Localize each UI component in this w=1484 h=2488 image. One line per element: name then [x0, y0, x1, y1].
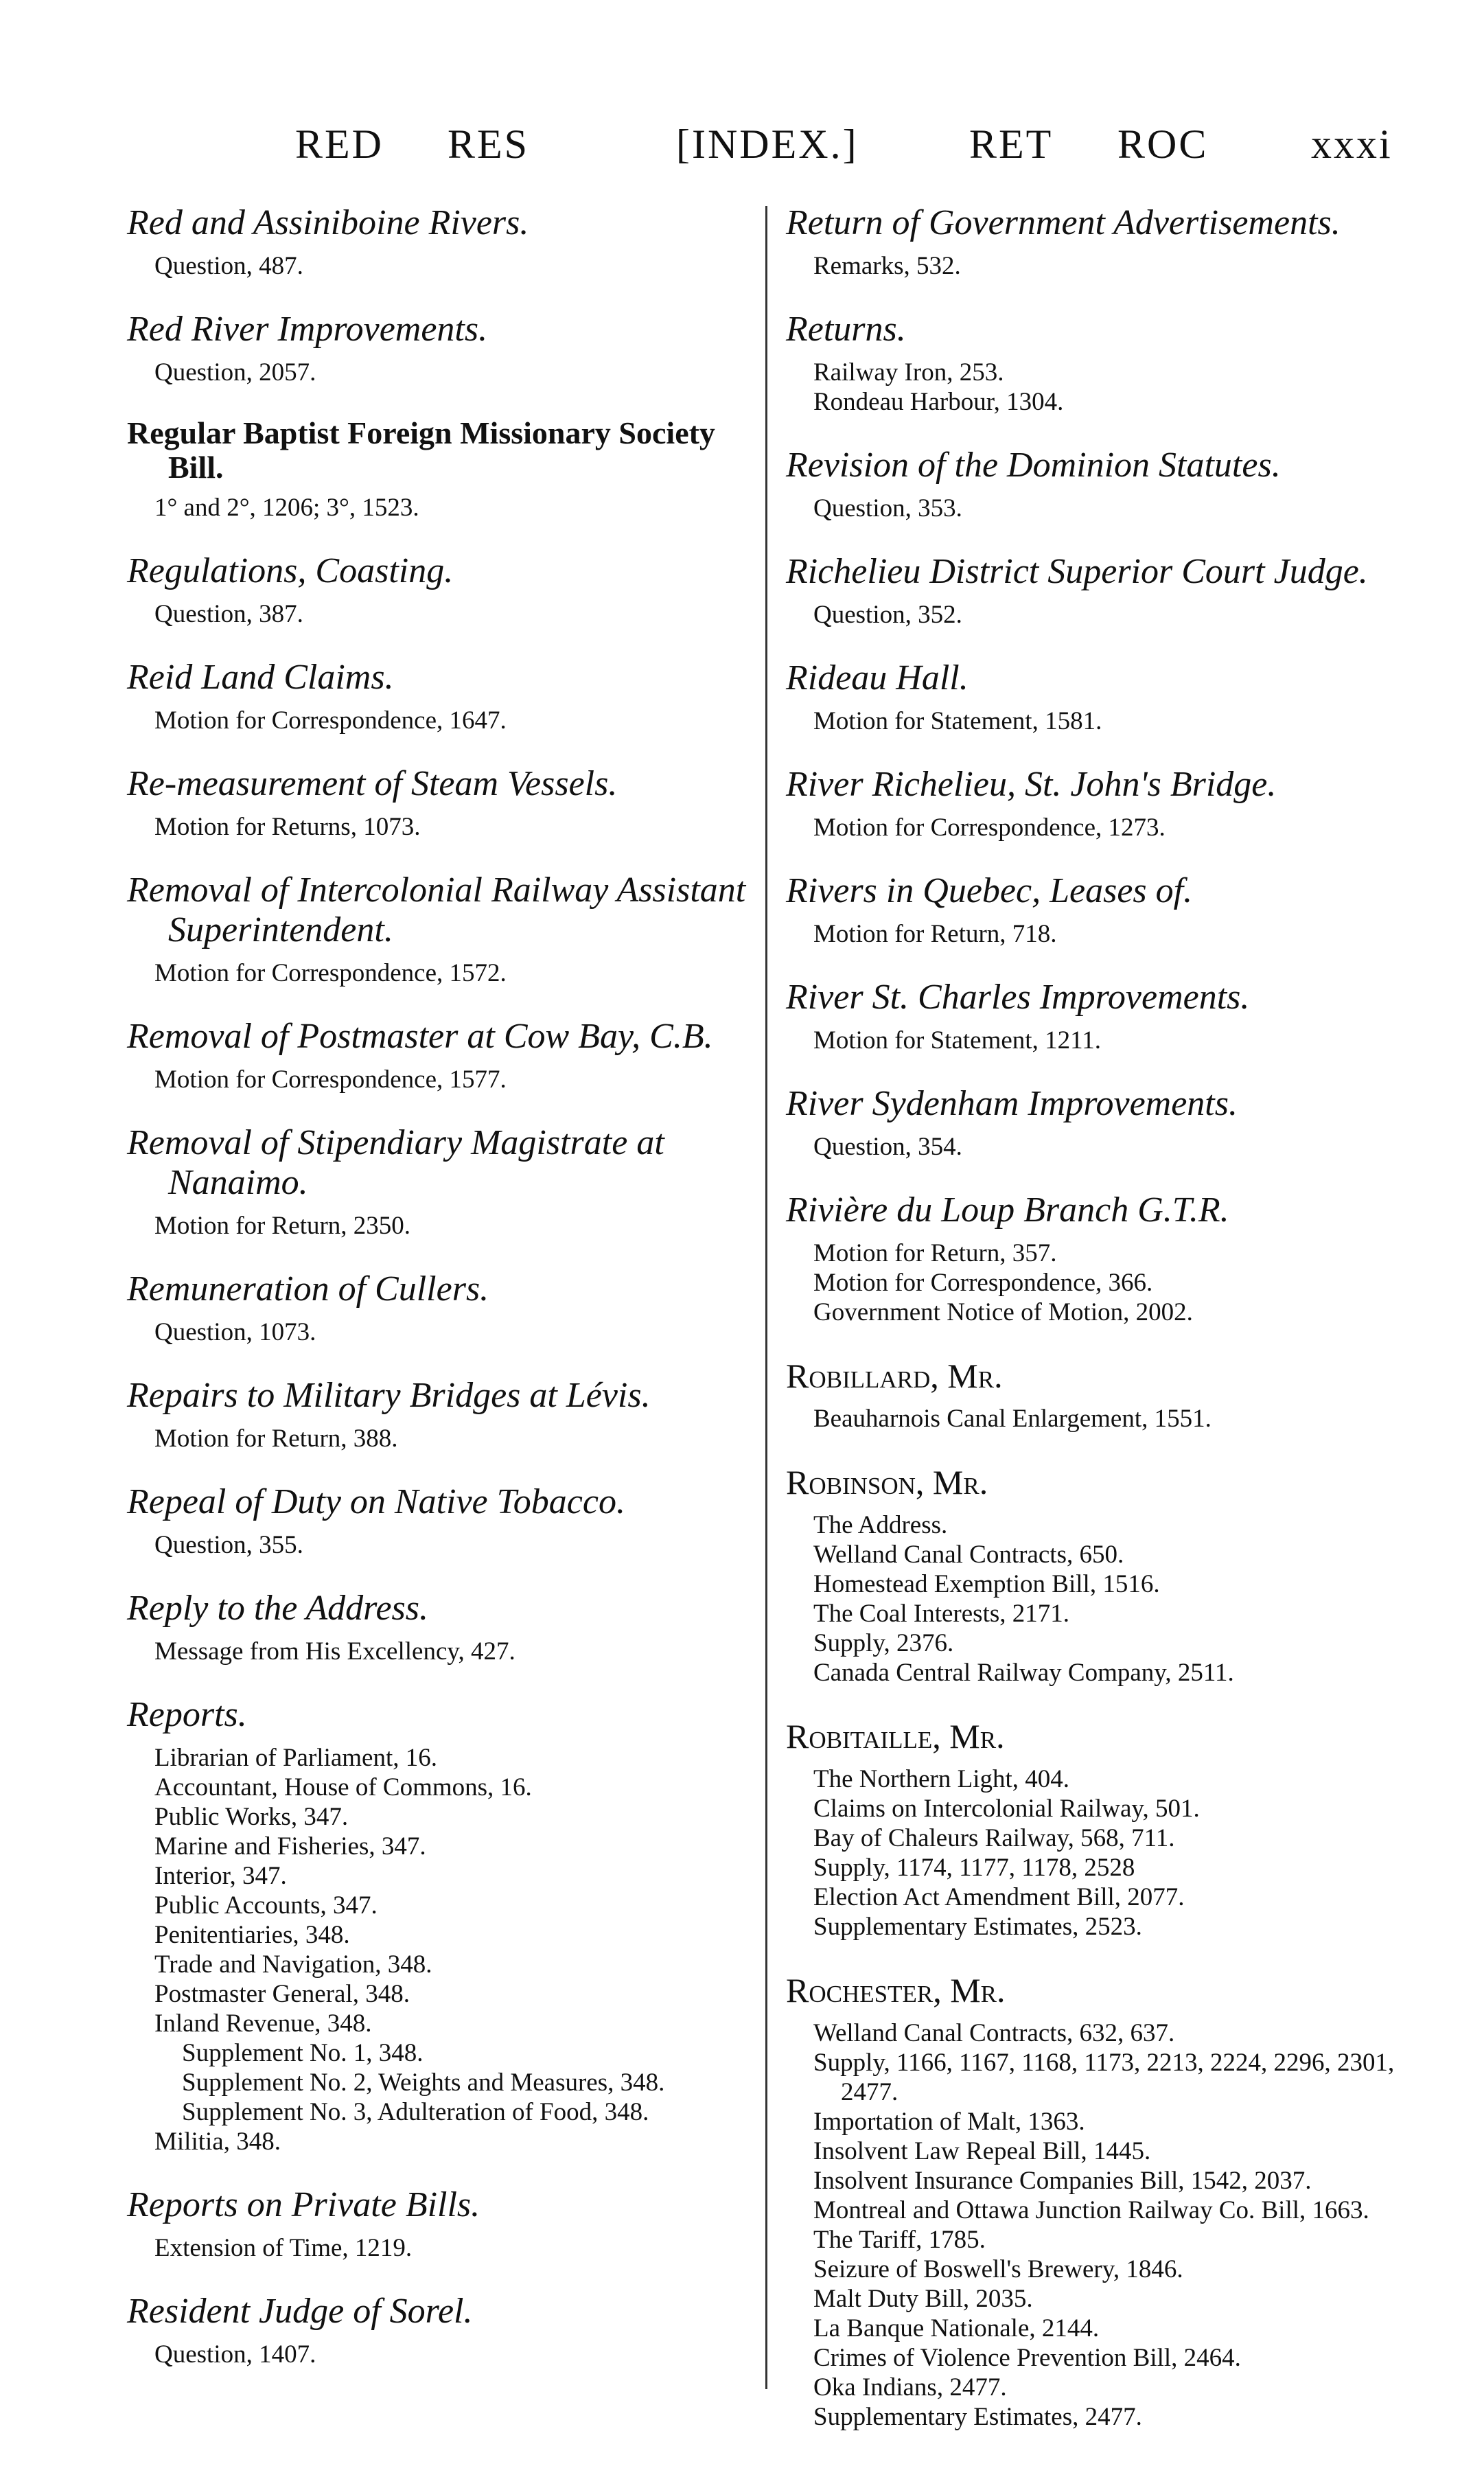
header-range-start-2: RES: [448, 122, 530, 167]
entry-line: 1° and 2°, 1206; 3°, 1523.: [154, 494, 419, 522]
entry-line: Militia, 348.: [154, 2128, 281, 2156]
entry-line: Oka Indians, 2477.: [813, 2373, 1007, 2401]
entry-line: The Address.: [813, 1511, 948, 1539]
index-entry: [127, 1269, 752, 1347]
entry-line: Motion for Correspondence, 1273.: [813, 814, 1166, 842]
index-entry: [786, 446, 1414, 523]
entry-title: Reports on Private Bills.: [127, 2185, 480, 2224]
entry-title: Regulations, Coasting.: [127, 551, 454, 590]
entry-line: Motion for Return, 388.: [154, 1425, 398, 1453]
index-entry: [127, 658, 752, 735]
entry-line: Supply, 1174, 1177, 1178, 2528: [813, 1854, 1135, 1882]
entry-line: Question, 1407.: [154, 2340, 316, 2369]
header-range-start: RED: [295, 122, 384, 167]
entry-title: Robinson, Mr.: [786, 1463, 988, 1501]
entry-title: Robillard, Mr.: [786, 1357, 1003, 1395]
entry-line: Seizure of Boswell's Brewery, 1846.: [813, 2255, 1183, 2283]
entry-title: Return of Government Advertisements.: [786, 203, 1341, 242]
entry-line: Question, 2057.: [154, 358, 316, 387]
entry-title: Repeal of Duty on Native Tobacco.: [127, 1482, 625, 1521]
index-entry: [786, 1084, 1414, 1162]
entry-line: Public Works, 347.: [154, 1803, 349, 1831]
index-entry: [127, 1376, 752, 1453]
entry-line: Question, 353.: [813, 494, 962, 522]
entry-title: Reply to the Address.: [127, 1589, 429, 1628]
header-range-end-2: ROC: [1117, 122, 1209, 167]
page-number: xxxi: [1311, 122, 1393, 167]
entry-line: Motion for Returns, 1073.: [154, 813, 421, 841]
entry-line: Homestead Exemption Bill, 1516.: [813, 1570, 1160, 1598]
entry-line: Malt Duty Bill, 2035.: [813, 2285, 1033, 2313]
entry-line: Message from His Excellency, 427.: [154, 1637, 515, 1666]
index-entry: [786, 1356, 1414, 1433]
entry-line: Election Act Amendment Bill, 2077.: [813, 1883, 1185, 1911]
entry-line: Accountant, House of Commons, 16.: [154, 1773, 532, 1801]
index-entry: [786, 1716, 1414, 1942]
page-header: [0, 121, 1484, 183]
entry-line: Question, 487.: [154, 252, 303, 280]
entry-subline: Supplement No. 1, 348.: [182, 2039, 424, 2067]
entry-line: Crimes of Violence Prevention Bill, 2464.: [813, 2344, 1241, 2372]
entry-line: Question, 355.: [154, 1531, 303, 1559]
index-entry: [127, 310, 752, 387]
entry-line: Penitentiaries, 348.: [154, 1921, 350, 1949]
entry-subline: Supplement No. 3, Adulteration of Food, 348.: [182, 2098, 649, 2126]
entry-line: Railway Iron, 253.: [813, 358, 1004, 387]
right-column: [786, 203, 1414, 2461]
index-entry: [127, 416, 752, 522]
entry-line: Motion for Correspondence, 1577.: [154, 1066, 507, 1094]
entry-subline: Supplement No. 2, Weights and Measures, 348.: [182, 2069, 665, 2097]
entry-line: Welland Canal Contracts, 650.: [813, 1541, 1124, 1569]
entry-line: Public Accounts, 347.: [154, 1891, 378, 1920]
entry-title: Rideau Hall.: [786, 658, 969, 698]
entry-line: Supplementary Estimates, 2523.: [813, 1913, 1142, 1941]
entry-line: Motion for Return, 2350.: [154, 1212, 411, 1240]
entry-line: Supply, 2376.: [813, 1629, 954, 1657]
index-entry: [127, 2185, 752, 2263]
index-entry: [786, 658, 1414, 736]
index-entry: [786, 765, 1414, 842]
entry-line: Motion for Return, 718.: [813, 920, 1057, 948]
index-entry: [786, 1970, 1414, 2432]
entry-title: Repairs to Military Bridges at Lévis.: [127, 1376, 651, 1415]
index-entry: [786, 310, 1414, 417]
entry-line: Montreal and Ottawa Junction Railway Co. Bill, 1663.: [813, 2196, 1369, 2224]
entry-line: Motion for Return, 357.: [813, 1239, 1057, 1267]
entry-title: Rochester, Mr.: [786, 1971, 1006, 2009]
index-entry: [127, 871, 752, 988]
index-entry: [786, 871, 1414, 949]
entry-line: Importation of Malt, 1363.: [813, 2108, 1085, 2136]
entry-title: Red and Assiniboine Rivers.: [127, 203, 529, 242]
entry-line: Extension of Time, 1219.: [154, 2234, 413, 2262]
entry-title: Remuneration of Cullers.: [127, 1269, 489, 1309]
entry-title: Reports.: [127, 1695, 247, 1734]
entry-title: Removal of Stipendiary Magistrate at Nanaimo.: [127, 1123, 664, 1202]
entry-line: Question, 354.: [813, 1133, 962, 1161]
index-entry: [786, 203, 1414, 281]
entry-title: River Sydenham Improvements.: [786, 1084, 1238, 1123]
entry-title: Returns.: [786, 310, 906, 349]
index-entry: [127, 1017, 752, 1094]
entry-line: Trade and Navigation, 348.: [154, 1950, 432, 1979]
entry-line: Librarian of Parliament, 16.: [154, 1744, 438, 1772]
index-entry: [786, 1462, 1414, 1688]
index-entry: [127, 1123, 752, 1241]
entry-line: Motion for Correspondence, 1572.: [154, 959, 507, 987]
entry-line: Motion for Correspondence, 366.: [813, 1269, 1153, 1297]
entry-line: Bay of Chaleurs Railway, 568, 711.: [813, 1824, 1175, 1852]
entry-line: Welland Canal Contracts, 632, 637.: [813, 2019, 1175, 2047]
entry-title: Richelieu District Superior Court Judge.: [786, 552, 1368, 591]
entry-line: Question, 1073.: [154, 1318, 316, 1346]
index-entry: [127, 203, 752, 281]
entry-line: Remarks, 532.: [813, 252, 961, 280]
entry-line: Beauharnois Canal Enlargement, 1551.: [813, 1405, 1211, 1433]
entry-line: Rondeau Harbour, 1304.: [813, 388, 1064, 416]
entry-title: Removal of Postmaster at Cow Bay, C.B.: [127, 1017, 713, 1056]
entry-line: Insolvent Insurance Companies Bill, 1542, 2037.: [813, 2167, 1312, 2195]
entry-line: Canada Central Railway Company, 2511.: [813, 1659, 1234, 1687]
index-entry: [127, 1695, 752, 2156]
entry-line: The Tariff, 1785.: [813, 2226, 986, 2254]
entry-line: Supplementary Estimates, 2477.: [813, 2403, 1142, 2431]
entry-title: Reid Land Claims.: [127, 658, 394, 697]
entry-line: Postmaster General, 348.: [154, 1980, 410, 2008]
entry-line: The Northern Light, 404.: [813, 1765, 1069, 1793]
entry-line: Inland Revenue, 348.: [154, 2009, 372, 2038]
entry-line: Motion for Statement, 1211.: [813, 1026, 1101, 1055]
index-entry: [127, 1589, 752, 1666]
left-column: [127, 203, 752, 2398]
entry-title: Resident Judge of Sorel.: [127, 2292, 473, 2331]
entry-line: Marine and Fisheries, 347.: [154, 1832, 426, 1861]
entry-line: Government Notice of Motion, 2002.: [813, 1298, 1193, 1326]
index-entry: [786, 978, 1414, 1055]
entry-line: Claims on Intercolonial Railway, 501.: [813, 1795, 1200, 1823]
entry-title: Rivers in Quebec, Leases of.: [786, 871, 1193, 910]
index-entry: [786, 1190, 1414, 1327]
header-range-end: RET: [969, 122, 1054, 167]
entry-title: Robitaille, Mr.: [786, 1717, 1005, 1755]
entry-line: Motion for Statement, 1581.: [813, 707, 1102, 735]
entry-title: Rivière du Loup Branch G.T.R.: [786, 1190, 1229, 1230]
index-entry: [127, 551, 752, 629]
index-entry: [127, 764, 752, 842]
column-divider: [765, 206, 767, 2389]
entry-line: The Coal Interests, 2171.: [813, 1600, 1069, 1628]
entry-title: River Richelieu, St. John's Bridge.: [786, 765, 1277, 804]
entry-line: Insolvent Law Repeal Bill, 1445.: [813, 2137, 1151, 2165]
header-title: [INDEX.]: [676, 122, 859, 167]
entry-line: Interior, 347.: [154, 1862, 287, 1890]
index-entry: [786, 552, 1414, 630]
entry-title: Removal of Intercolonial Railway Assistant Superintendent.: [127, 871, 746, 949]
index-entry: [127, 2292, 752, 2369]
entry-line: Supply, 1166, 1167, 1168, 1173, 2213, 2224, 2296, 2301, 2477.: [813, 2049, 1395, 2106]
entry-title: Red River Improvements.: [127, 310, 488, 349]
entry-line: La Banque Nationale, 2144.: [813, 2314, 1100, 2342]
entry-title: Revision of the Dominion Statutes.: [786, 446, 1281, 485]
entry-title: Re-measurement of Steam Vessels.: [127, 764, 618, 803]
index-entry: [127, 1482, 752, 1560]
entry-line: Question, 387.: [154, 600, 303, 628]
entry-title: River St. Charles Improvements.: [786, 978, 1250, 1017]
entry-line: Motion for Correspondence, 1647.: [154, 706, 507, 735]
entry-line: Question, 352.: [813, 601, 962, 629]
entry-title: Regular Baptist Foreign Missionary Society Bill.: [127, 415, 715, 485]
